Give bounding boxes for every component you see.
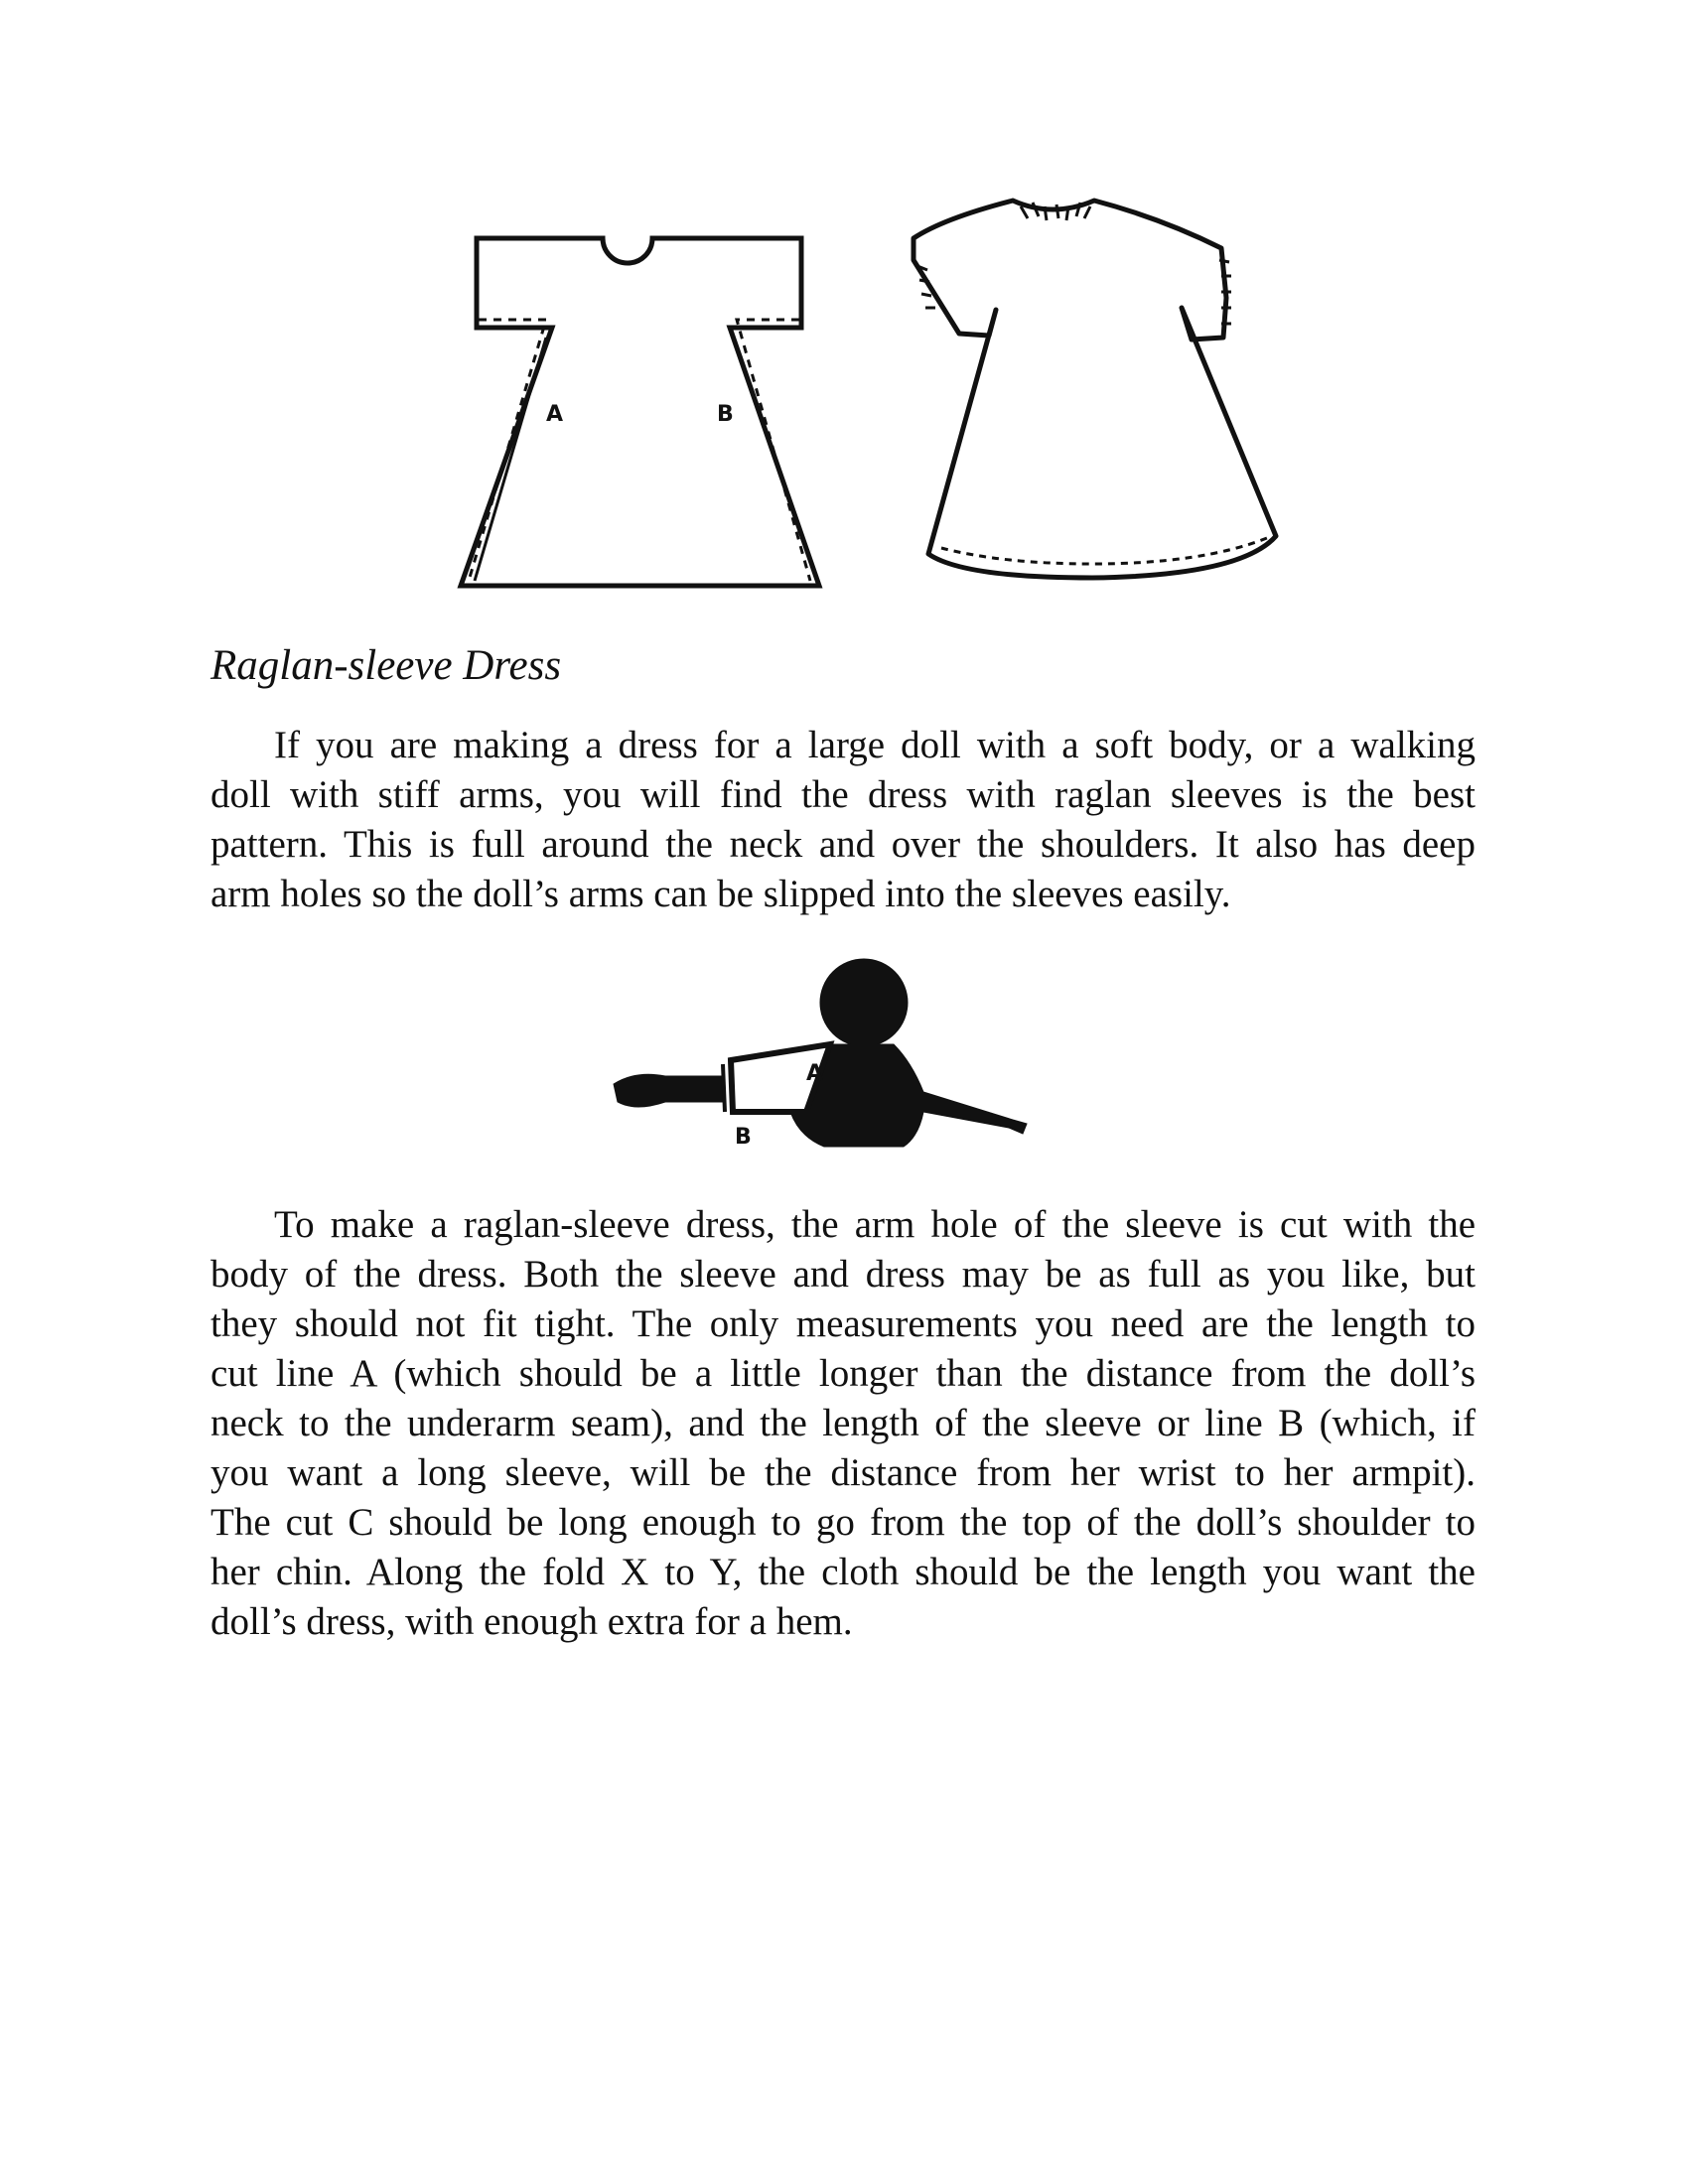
fold-edge-line [475, 338, 546, 581]
text-line: they should not fit tight. The only measurements you need are the length to [211, 1302, 1476, 1345]
sleeve-inner-line [723, 1064, 725, 1112]
text-line: body of the dress. Both the sleeve and dress may be as full as you like, but [211, 1253, 1476, 1296]
text-line: cut line A (which should be a little longer than the distance from the doll’s [211, 1352, 1476, 1395]
finished-dress [914, 201, 1276, 578]
text-line: her chin. Along the fold X to Y, the cloth should be the length you want the [211, 1551, 1476, 1593]
flat-dress-pattern [461, 238, 819, 586]
text-line: The cut C should be long enough to go from the top of the doll’s shoulder to [211, 1501, 1476, 1544]
text-line: neck to the underarm seam), and the length of the sleeve or line B (which, if [211, 1402, 1476, 1444]
dress-pattern-illustration [447, 189, 1291, 606]
text-line: doll with stiff arms, you will find the dress with raglan sleeves is the best [211, 773, 1476, 816]
raglan-sleeve-diagram [596, 953, 1092, 1171]
text-line: doll’s dress, with enough extra for a hem. [211, 1600, 853, 1643]
text-line: arm holes so the doll’s arms can be slipped into the sleeves easily. [211, 873, 1231, 915]
text-line: If you are making a dress for a large doll with a soft body, or a walking [274, 724, 1476, 766]
hem-stitching [941, 538, 1267, 564]
sleeve-label-a: A [806, 1061, 824, 1086]
sleeve-label-b: B [735, 1125, 752, 1150]
paragraph-intro [211, 721, 1476, 919]
seam-lines-pattern [469, 320, 810, 581]
section-heading: Raglan-sleeve Dress [211, 642, 562, 689]
paragraph-instructions [211, 1200, 1476, 1647]
text-line: pattern. This is full around the neck and over the shoulders. It also has deep [211, 823, 1476, 866]
text-line: To make a raglan-sleeve dress, the arm hole of the sleeve is cut with the [274, 1203, 1476, 1246]
pattern-label-b: B [717, 402, 734, 427]
text-line: you want a long sleeve, will be the distance from her wrist to her armpit). [211, 1451, 1476, 1494]
pattern-label-a: A [546, 402, 564, 427]
